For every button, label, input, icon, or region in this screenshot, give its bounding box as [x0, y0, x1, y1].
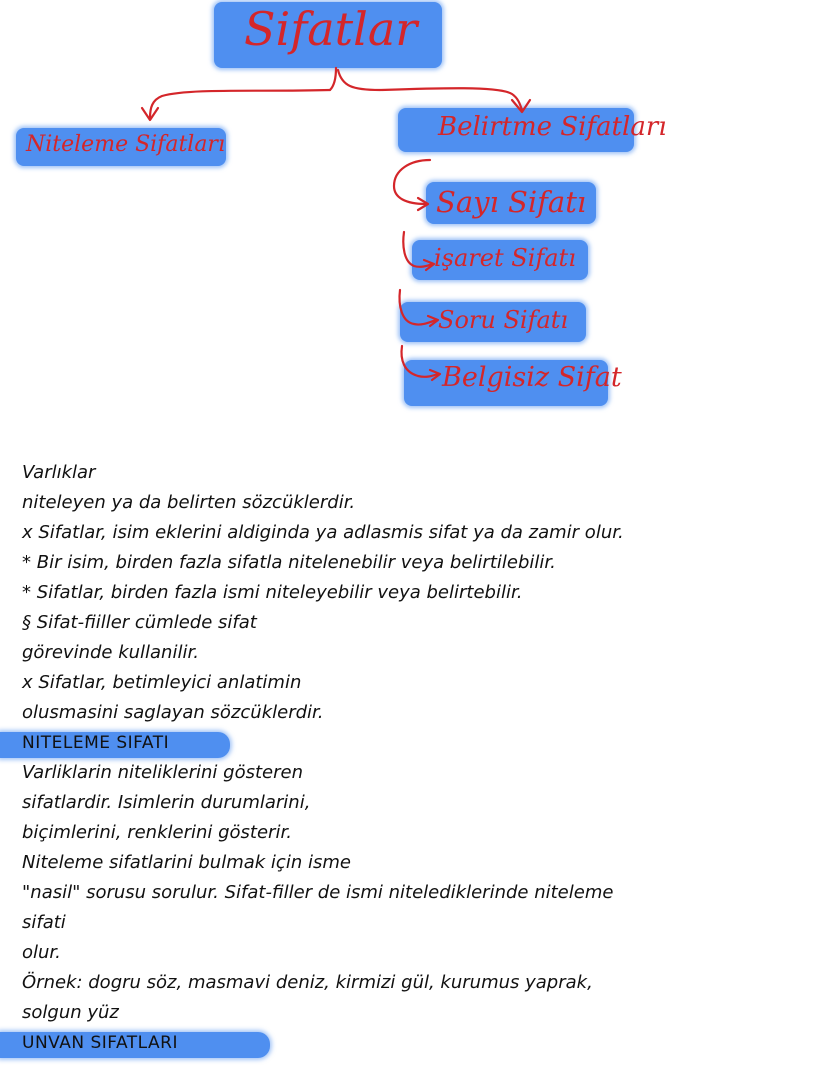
section-line-8: Örnek: dogru söz, masmavi deniz, kirmizi gül, kurumus yaprak, [22, 972, 593, 993]
note-line-5: * Sifatlar, birden fazla ismi niteleyebilir veya belirtebilir. [22, 582, 523, 603]
sub-item-2-label: işaret Sifatı [434, 244, 576, 272]
note-line-6: § Sifat-fiiller cümlede sifat [22, 612, 257, 633]
section-line-6: sifati [22, 912, 66, 933]
arrow-sub-1 [394, 160, 430, 204]
section-line-5: "nasil" sorusu sorulur. Sifat-filler de ismi nitelediklerinde niteleme [22, 882, 614, 903]
title-stem [330, 68, 336, 90]
section-line-1: Varliklarin niteliklerini gösteren [22, 762, 303, 783]
section-line-9: solgun yüz [22, 1002, 119, 1023]
sub-item-4-label: Belgisiz Sifat [442, 362, 622, 393]
note-line-8: x Sifatlar, betimleyici anlatimin [22, 672, 302, 693]
diagram-title: Sifatlar [244, 2, 418, 56]
section-line-4: Niteleme sifatlarini bulmak için isme [22, 852, 351, 873]
right-branch-label: Belirtme Sifatları [438, 112, 667, 142]
note-line-3: x Sifatlar, isim eklerini aldiginda ya adlasmis sifat ya da zamir olur. [22, 522, 624, 543]
arrow-to-left-branch [150, 90, 330, 118]
sub-item-1-label: Sayı Sifatı [436, 185, 587, 219]
diagram-arrows [0, 0, 828, 440]
arrow-sub-3 [400, 290, 436, 325]
section-line-7: olur. [22, 942, 61, 963]
left-branch-label: Niteleme Sifatları [26, 132, 225, 157]
section-line-3: biçimlerini, renklerini gösterir. [22, 822, 292, 843]
heading-text: NITELEME SIFATI [22, 733, 170, 753]
note-line-7: görevinde kullanilir. [22, 642, 199, 663]
section-heading-unvan [22, 1028, 822, 1058]
notes-body [22, 458, 822, 1058]
sub-item-3-label: Soru Sifatı [438, 306, 569, 334]
arrow-to-right-branch [338, 70, 522, 110]
note-line-1: Varlıklar [22, 462, 96, 483]
section-heading-niteleme [22, 728, 822, 758]
heading-text: UNVAN SIFATLARI [22, 1033, 178, 1053]
note-line-4: * Bir isim, birden fazla sifatla nitelenebilir veya belirtilebilir. [22, 552, 556, 573]
note-line-9: olusmasini saglayan sözcüklerdir. [22, 702, 324, 723]
section-line-2: sifatlardir. Isimlerin durumlarini, [22, 792, 311, 813]
note-line-2: niteleyen ya da belirten sözcüklerdir. [22, 492, 356, 513]
arrow-sub-4 [402, 346, 438, 377]
